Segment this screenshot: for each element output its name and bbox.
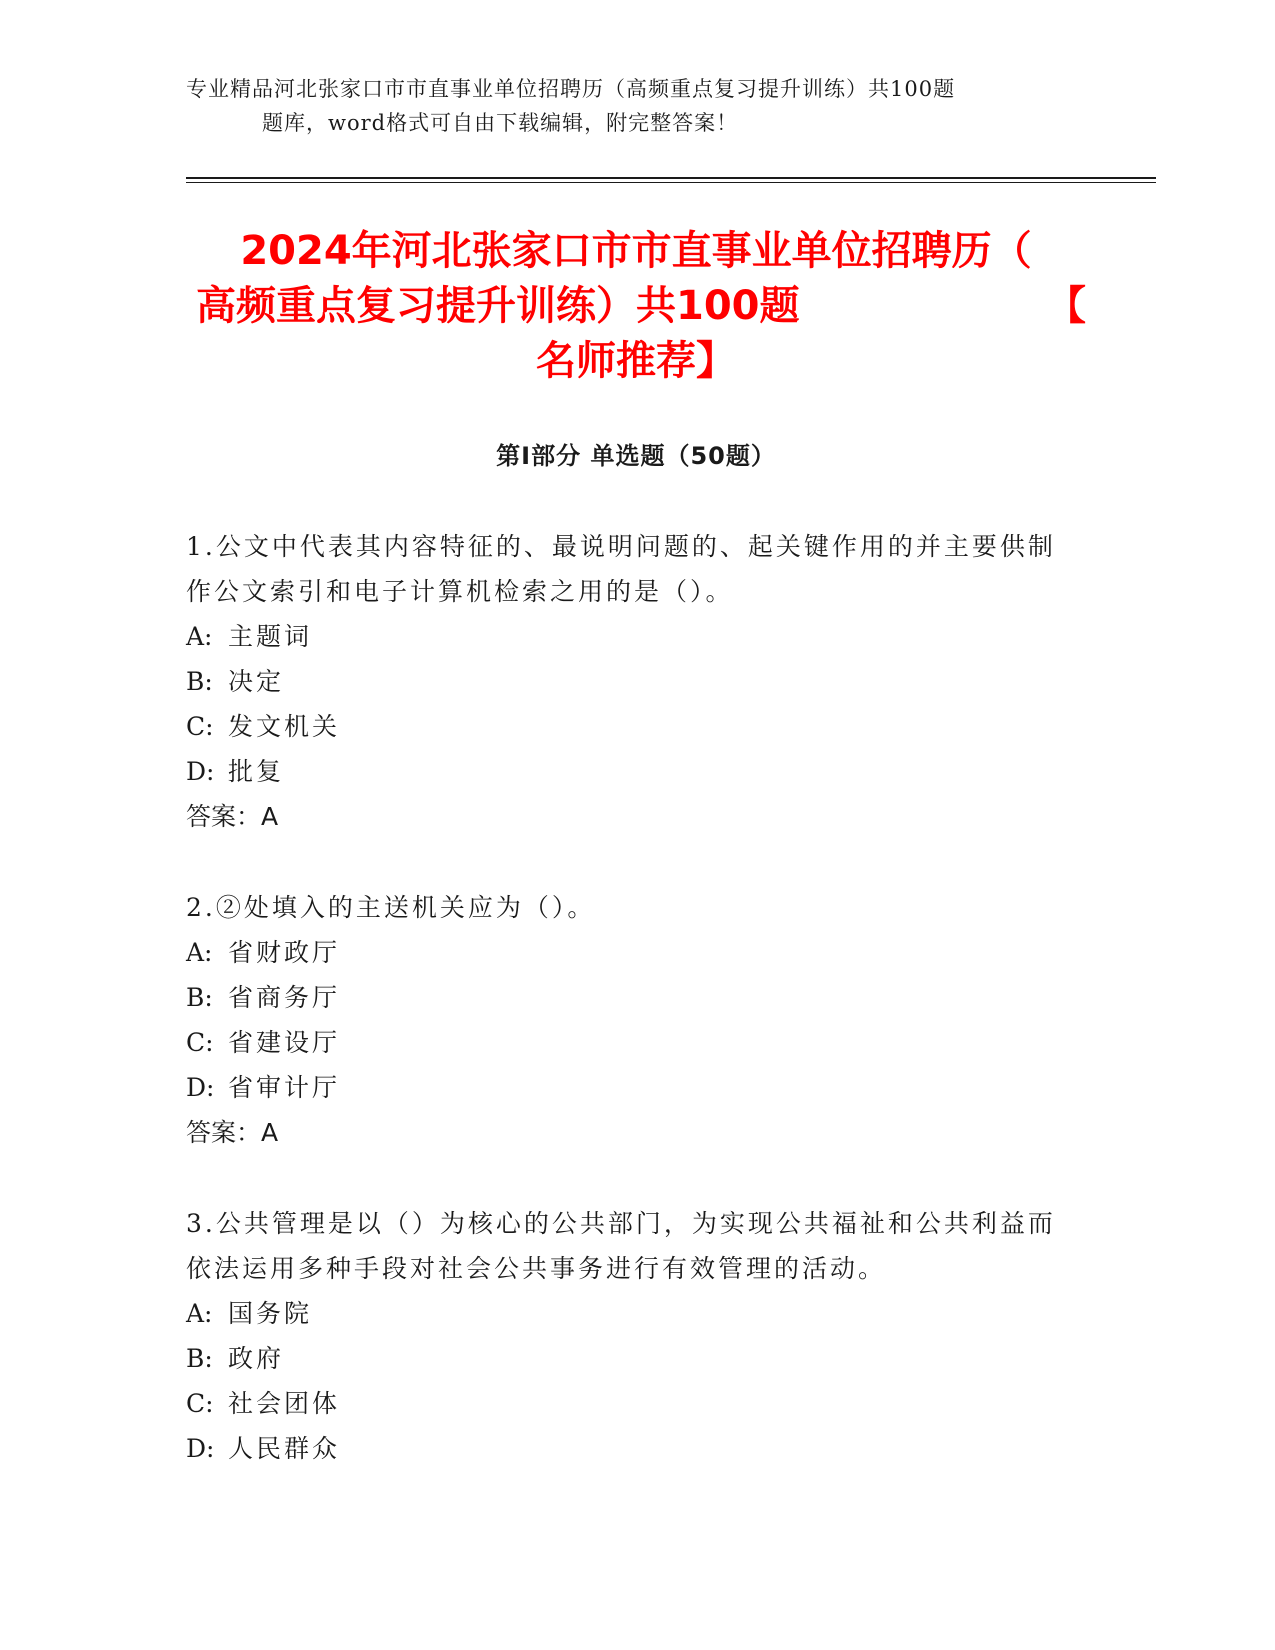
title-line2-text: 高频重点复习提升训练）共100题 [196, 283, 800, 329]
section-heading: 第Ⅰ部分 单选题（50题） [496, 442, 776, 470]
option-key: C: [186, 1028, 214, 1057]
option-key: B: [186, 1344, 213, 1373]
option-a [186, 1291, 1066, 1336]
question-stem: 3.公共管理是以（）为核心的公共部门，为实现公共福祉和公共利益而依法运用多种手段对社会公共事务进行有效管理的活动。 [186, 1209, 1056, 1283]
question-stem: 1.公文中代表其内容特征的、最说明问题的、起关键作用的并主要供制作公文索引和电子计算机检索之用的是（）。 [186, 532, 1056, 606]
header-note-line2: 题库，word格式可自由下载编辑，附完整答案！ [262, 111, 739, 135]
option-key: D: [186, 1434, 215, 1463]
question-2 [186, 885, 1066, 1155]
option-text: 发文机关 [228, 712, 341, 741]
question-1 [186, 524, 1066, 839]
option-b [186, 975, 1066, 1020]
option-d [186, 1065, 1066, 1110]
option-c [186, 704, 1066, 749]
title-line2-bracket: 【 [1046, 283, 1086, 329]
header-note-line1: 专业精品河北张家口市市直事业单位招聘历（高频重点复习提升训练）共100题 [186, 77, 956, 101]
title-line1: 2024年河北张家口市市直事业单位招聘历（ [240, 228, 1032, 274]
option-text: 政府 [228, 1344, 285, 1373]
option-key: D: [186, 1073, 215, 1102]
option-text: 主题词 [228, 622, 313, 651]
option-text: 省财政厅 [228, 938, 341, 967]
option-c [186, 1381, 1066, 1426]
document-title [186, 224, 1086, 389]
option-key: B: [186, 983, 213, 1012]
title-line3: 名师推荐】 [536, 338, 736, 384]
option-text: 省审计厅 [228, 1073, 341, 1102]
option-key: A: [186, 622, 213, 651]
option-key: A: [186, 1299, 213, 1328]
option-key: C: [186, 1389, 214, 1418]
option-key: D: [186, 757, 215, 786]
option-text: 人民群众 [228, 1434, 341, 1463]
option-text: 社会团体 [228, 1389, 341, 1418]
option-c [186, 1020, 1066, 1065]
question-stem: 2.②处填入的主送机关应为（）。 [186, 893, 596, 922]
header-divider-thin [186, 182, 1156, 183]
option-text: 国务院 [228, 1299, 313, 1328]
option-key: B: [186, 667, 213, 696]
option-d [186, 1426, 1066, 1471]
option-d [186, 749, 1066, 794]
header-note [186, 72, 1066, 140]
header-divider-thick [186, 177, 1156, 179]
option-text: 省商务厅 [228, 983, 341, 1012]
option-text: 决定 [228, 667, 285, 696]
option-b [186, 659, 1066, 704]
option-key: A: [186, 938, 213, 967]
option-text: 省建设厅 [228, 1028, 341, 1057]
answer: 答案：A [186, 1118, 279, 1147]
title-line2 [186, 279, 1086, 334]
question-3 [186, 1201, 1066, 1471]
answer: 答案：A [186, 802, 279, 831]
option-a [186, 614, 1066, 659]
option-text: 批复 [228, 757, 285, 786]
option-a [186, 930, 1066, 975]
question-list [186, 524, 1066, 1517]
option-key: C: [186, 712, 214, 741]
option-b [186, 1336, 1066, 1381]
